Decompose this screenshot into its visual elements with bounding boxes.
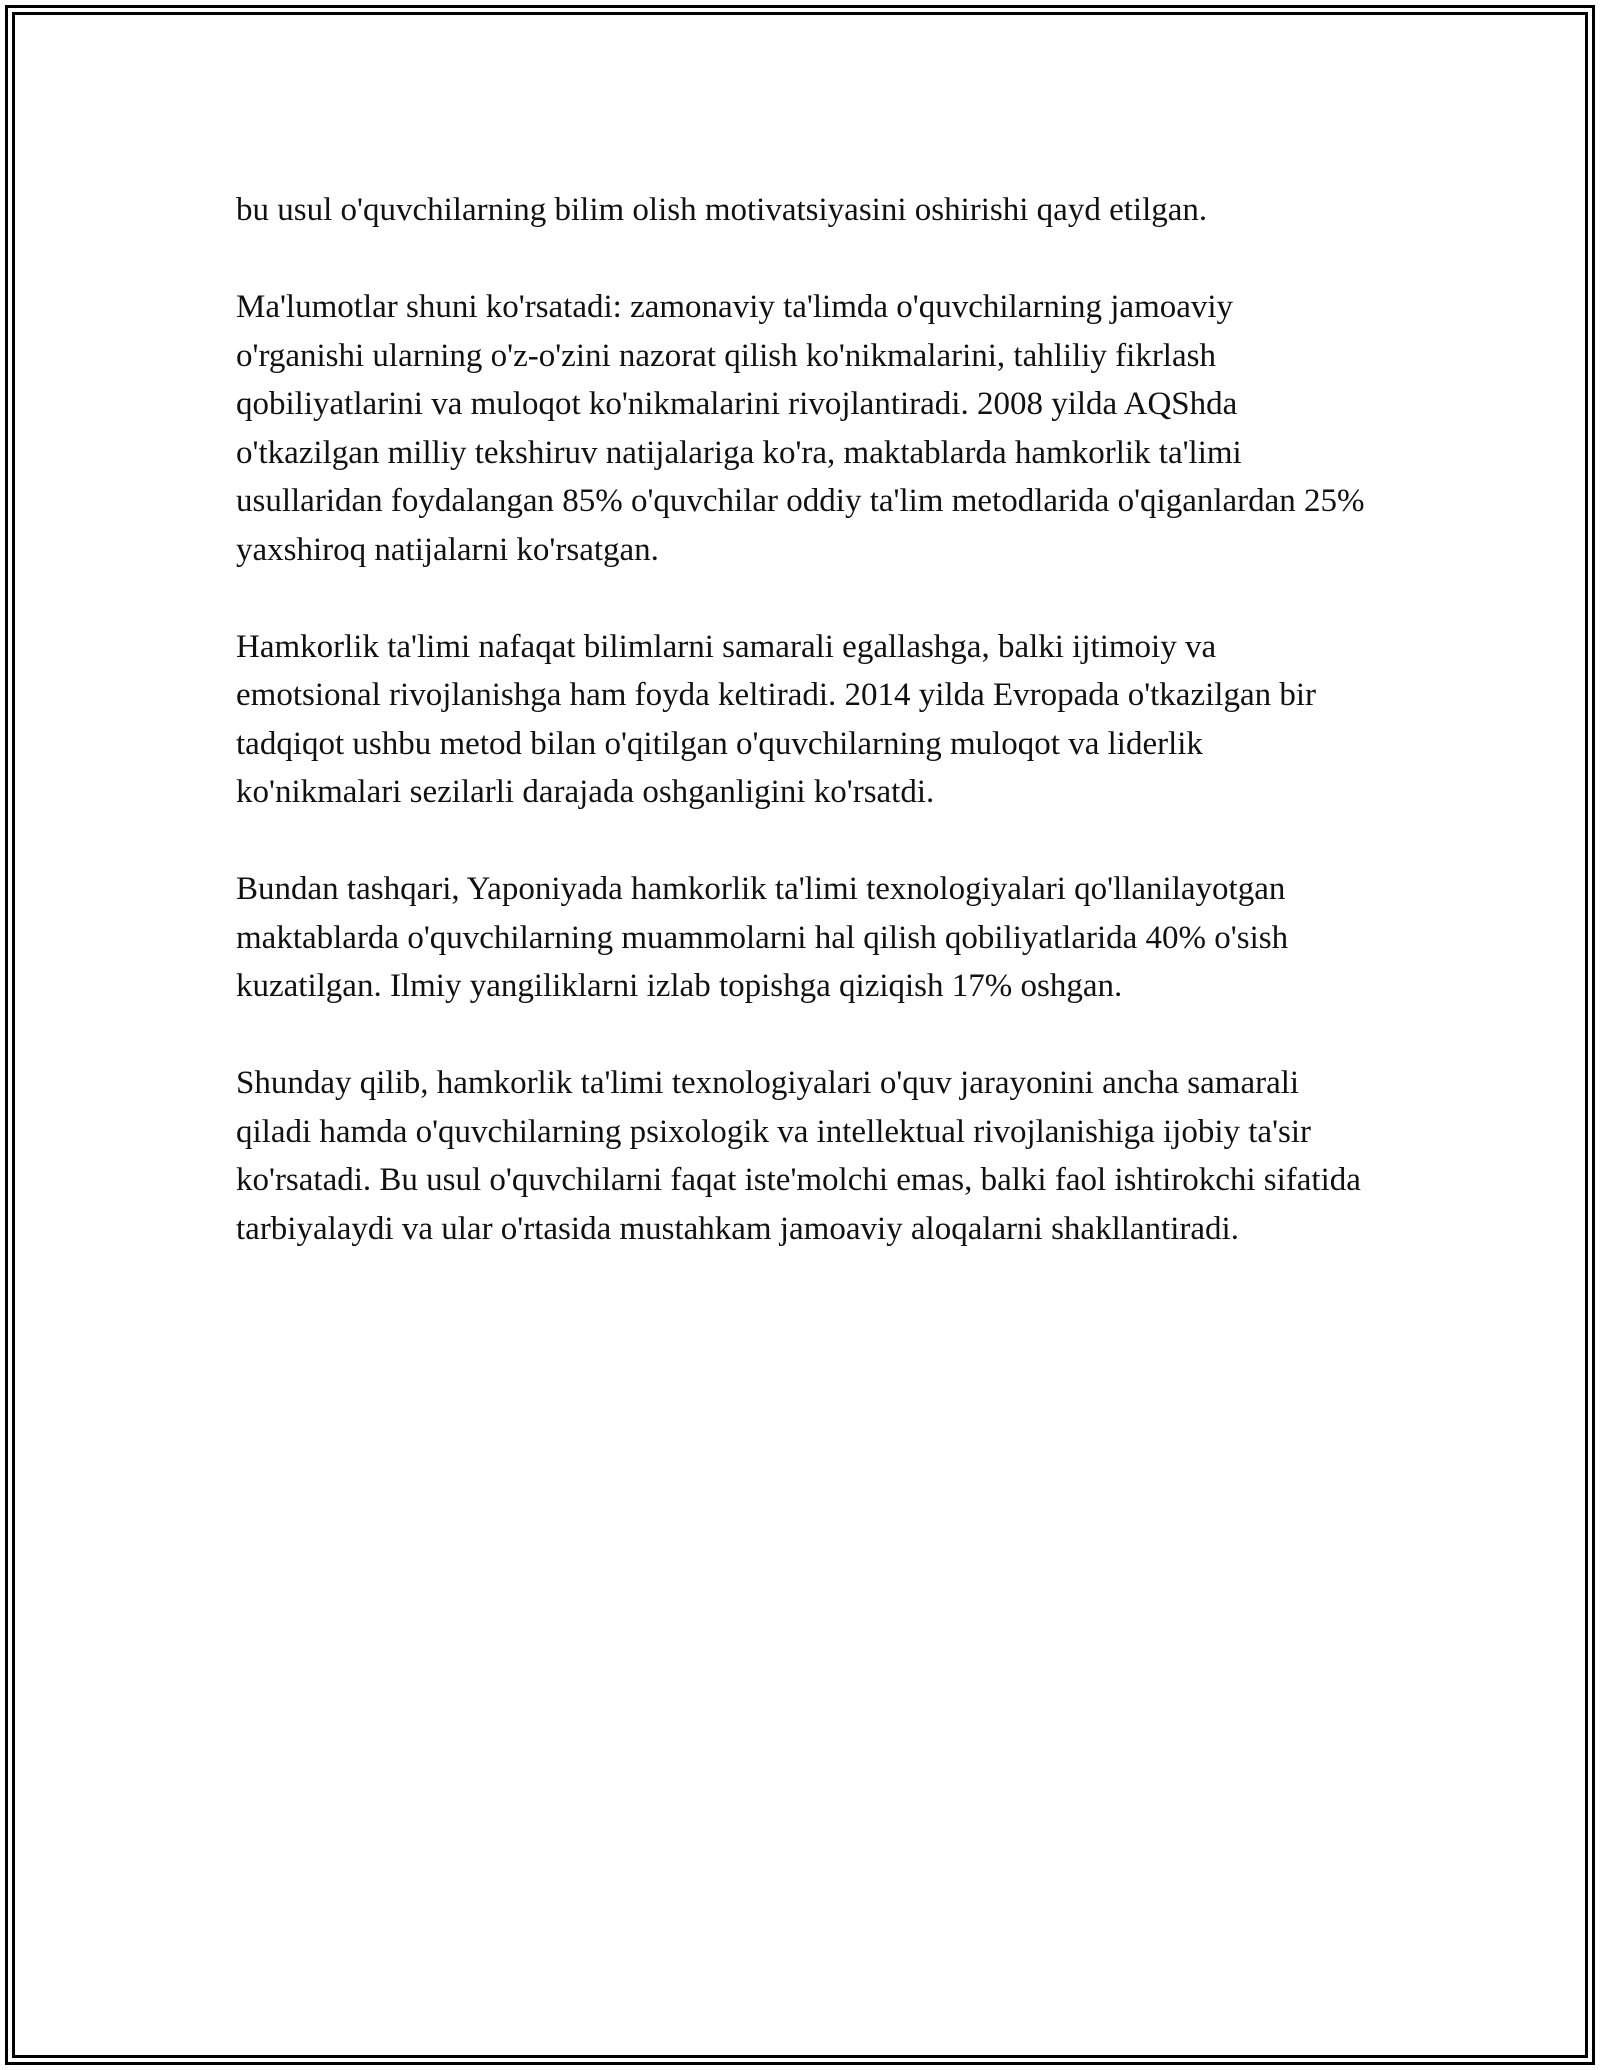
paragraph-5: Shunday qilib, hamkorlik ta'limi texnologiyalari o'quv jarayonini ancha samarali qiladi hamda o'quvchilarning psixologik va intellektual rivojlanishiga ijobiy ta'sir ko'rsatadi. Bu usul o'quvchilarni faqat iste'molchi emas, balki faol ishtirokchi sifatida tarbiyalaydi va ular o'rtasida mustahkam jamoaviy aloqalarni shakllantiradi.	[236, 1065, 1361, 1247]
document-body	[236, 186, 1366, 1302]
paragraph-1: bu usul o'quvchilarning bilim olish motivatsiyasini oshirishi qayd etilgan.	[236, 192, 1208, 228]
paragraph-3: Hamkorlik ta'limi nafaqat bilimlarni samarali egallashga, balki ijtimoiy va emotsional rivojlanishga ham foyda keltiradi. 2014 yilda Evropada o'tkazilgan bir tadqiqot ushbu metod bilan o'qitilgan o'quvchilarning muloqot va liderlik ko'nikmalari sezilarli darajada oshganligini ko'rsatdi.	[236, 628, 1316, 810]
paragraph-4: Bundan tashqari, Yaponiyada hamkorlik ta'limi texnologiyalari qo'llanilayotgan maktablarda o'quvchilarning muammolarni hal qilish qobiliyatlarida 40% o'sish kuzatilgan. Ilmiy yangiliklarni izlab topishga qiziqish 17% oshgan.	[236, 871, 1289, 1004]
paragraph-2: Ma'lumotlar shuni ko'rsatadi: zamonaviy ta'limda o'quvchilarning jamoaviy o'rganishi ularning o'z-o'zini nazorat qilish ko'nikmalarini, tahliliy fikrlash qobiliyatlarini va muloqot ko'nikmalarini rivojlantiradi. 2008 yilda AQShda o'tkazilgan milliy tekshiruv natijalariga ko'ra, maktablarda hamkorlik ta'limi usullaridan foydalangan 85% o'quvchilar oddiy ta'lim metodlarida o'qiganlardan 25% yaxshiroq natijalarni ko'rsatgan.	[236, 289, 1365, 568]
